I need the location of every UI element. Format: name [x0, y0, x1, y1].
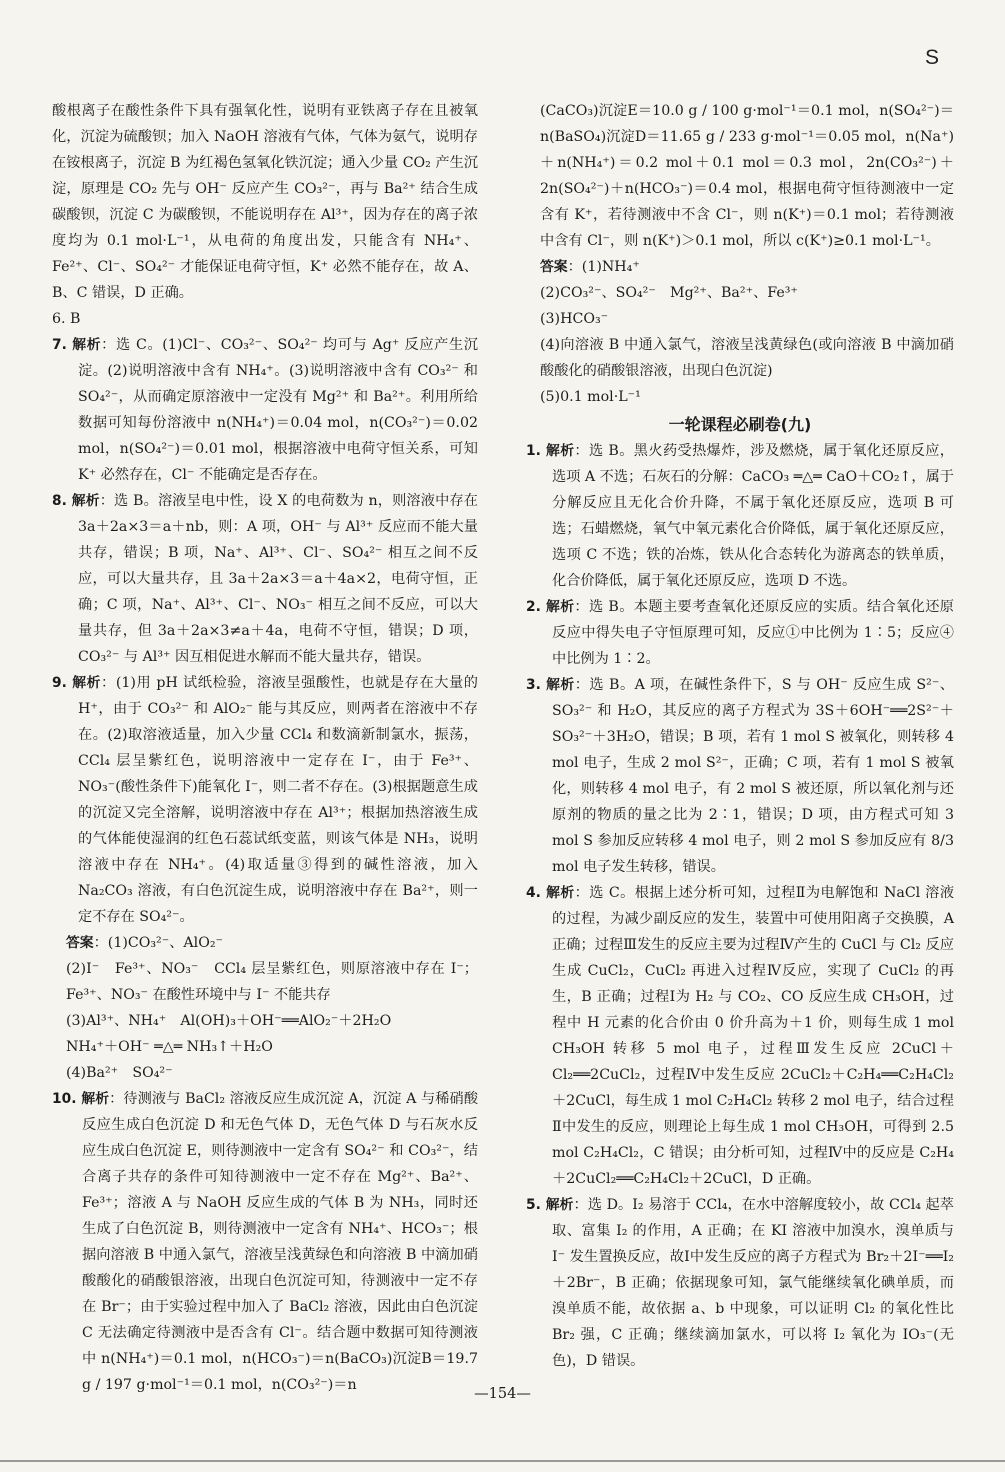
right-column — [526, 98, 954, 1374]
answer-line: (3)Al³⁺、NH₄⁺ Al(OH)₃＋OH⁻══AlO₂⁻＋2H₂O — [66, 1013, 392, 1029]
bottom-rule — [0, 1460, 1005, 1462]
answer-line: (2)I⁻ Fe³⁺、NO₃⁻ CCl₄ 层呈紫红色，则原溶液中存在 I⁻；Fe³⁺、NO₃⁻ 在酸性环境中与 I⁻ 不能共存 — [66, 961, 478, 1003]
answer-item: 4. 解析：选 C。根据上述分析可知，过程Ⅱ为电解饱和 NaCl 溶液的过程，为减少副反应的发生，装置中可使用阳离子交换膜，A 正确；过程Ⅲ发生的反应主要为过程Ⅳ产生的 CuCl 与 Cl₂ 反应生成 CuCl₂，CuCl₂ 再进入过程Ⅳ反应，实现了 CuCl₂ 的再生，B 正确；过程Ⅰ为 H₂ 与 CO₂、CO 反应生成 CH₃OH，过程中 H 元素的化合价由 0 价升高为＋1 价，则每生成 1 mol CH₃OH 转移 5 mol 电子，过程Ⅲ发生反应 2CuCl＋Cl₂══2CuCl₂，过程Ⅳ中发生反应 2CuCl₂＋C₂H₄══C₂H₄Cl₂＋2CuCl，每生成 1 mol C₂H₄Cl₂ 转移 2 mol 电子，结合过程Ⅱ中发生的反应，则理论上每生成 1 mol CH₃OH，可得到 2.5 mol C₂H₄Cl₂，C 错误；由分析可知，过程Ⅳ中的反应是 C₂H₄＋2CuCl₂══C₂H₄Cl₂＋2CuCl，D 正确。 — [526, 885, 955, 1187]
answer-item: 5. 解析：选 D。I₂ 易溶于 CCl₄，在水中溶解度较小，故 CCl₄ 起萃取、富集 I₂ 的作用，A 正确；在 KI 溶液中加溴水，溴单质与 I⁻ 发生置换反应，故Ⅰ中发生反应的离子方程式为 Br₂＋2I⁻══I₂＋2Br⁻，B 正确；依据现象可知，氯气能继续氧化碘单质，而溴单质不能，故依据 a、b 中现象，可以证明 Cl₂ 的氧化性比 Br₂ 强，C 正确；继续滴加氯水，可以将 I₂ 氧化为 IO₃⁻(无色)，D 错误。 — [526, 1197, 954, 1369]
page-number: —154— — [474, 1386, 531, 1402]
answer-line: (2)CO₃²⁻、SO₄²⁻ Mg²⁺、Ba²⁺、Fe³⁺ — [540, 285, 798, 301]
left-column — [52, 98, 478, 1398]
answer-line: (4)Ba²⁺ SO₄²⁻ — [66, 1065, 173, 1081]
answer-line: (3)HCO₃⁻ — [540, 311, 609, 327]
answer-line: (4)向溶液 B 中通入氯气，溶液呈浅黄绿色(或向溶液 B 中滴加硝酸酸化的硝酸银溶液，出现白色沉淀) — [540, 337, 954, 379]
answer-key: 答案：(1)NH₄⁺ — [540, 259, 640, 275]
answer-item: 3. 解析：选 B。A 项，在碱性条件下，S 与 OH⁻ 反应生成 S²⁻、SO₃²⁻ 和 H₂O，其反应的离子方程式为 3S＋6OH⁻══2S²⁻＋SO₃²⁻＋3H₂O，错误；B 项，若有 1 mol S 被氧化，则转移 4 mol 电子，生成 2 mol S²⁻，正确；C 项，若有 1 mol S 被氧化，则转移 4 mol 电子，有 2 mol S 被还原，所以氧化剂与还原剂的物质的量之比为 2∶1，错误；D 项，由方程式可知 3 mol S 参加反应转移 4 mol 电子，则 2 mol S 参加反应有 8/3 mol 电子发生转移，错误。 — [526, 677, 954, 875]
corner-mark: S — [924, 46, 939, 69]
paragraph: 6. B — [52, 311, 81, 327]
answer-item: 2. 解析：选 B。本题主要考查氧化还原反应的实质。结合氧化还原反应中得失电子守恒原理可知，反应①中比例为 1∶5；反应④中比例为 1∶2。 — [526, 599, 954, 667]
paragraph: (CaCO₃)沉淀E＝10.0 g / 100 g·mol⁻¹＝0.1 mol，n(SO₄²⁻)＝n(BaSO₄)沉淀D＝11.65 g / 233 g·mol⁻¹＝0.05 mol，n(Na⁺)＋n(NH₄⁺)＝0.2 mol＋0.1 mol＝0.3 mol，2n(CO₃²⁻)＋2n(SO₄²⁻)＋n(HCO₃⁻)＝0.4 mol，根据电荷守恒待测液中一定含有 K⁺，若待测液中不含 Cl⁻，则 n(K⁺)＝0.1 mol；若待测液中含有 Cl⁻，则 n(K⁺)＞0.1 mol，所以 c(K⁺)≥0.1 mol·L⁻¹。 — [540, 103, 954, 249]
answer-line: NH₄⁺＋OH⁻ ═△═ NH₃↑＋H₂O — [66, 1039, 273, 1055]
answer-item: 8. 解析：选 B。溶液呈电中性，设 X 的电荷数为 n，则溶液中存在 3a＋2a×3＝a＋nb，则：A 项，OH⁻ 与 Al³⁺ 反应而不能大量共存，错误；B 项，Na⁺、Al³⁺、Cl⁻、SO₄²⁻ 相互之间不反应，可以大量共存，且 3a＋2a×3＝a＋4a×2，电荷守恒，正确；C 项，Na⁺、Al³⁺、Cl⁻、NO₃⁻ 相互之间不反应，可以大量共存，但 3a＋2a×3≠a＋4a，电荷不守恒，错误；D 项，CO₃²⁻ 与 Al³⁺ 因互相促进水解而不能大量共存，错误。 — [52, 493, 478, 665]
section-title: 一轮课程必刷卷(九) — [668, 415, 812, 434]
answer-item: 10. 解析：待测液与 BaCl₂ 溶液反应生成沉淀 A，沉淀 A 与稀硝酸反应生成白色沉淀 D 和无色气体 D，无色气体 D 与石灰水反应生成白色沉淀 E，则待测液中一定含有 SO₄²⁻ 和 CO₃²⁻，结合离子共存的条件可知待测液中一定不存在 Mg²⁺、Ba²⁺、Fe³⁺；溶液 A 与 NaOH 反应生成的气体 B 为 NH₃，同时还生成了白色沉淀 B，则待测液中一定含有 NH₄⁺、HCO₃⁻；根据向溶液 B 中通入氯气，溶液呈浅黄绿色和向溶液 B 中滴加硝酸酸化的硝酸银溶液，出现白色沉淀可知，待测液中一定不存在 Br⁻；由于实验过程中加入了 BaCl₂ 溶液，因此由白色沉淀 C 无法确定待测液中是否含有 Cl⁻。结合题中数据可知待测液中 n(NH₄⁺)＝0.1 mol，n(HCO₃⁻)＝n(BaCO₃)沉淀B＝19.7 g / 197 g·mol⁻¹＝0.1 mol，n(CO₃²⁻)＝n — [52, 1091, 479, 1393]
answer-item: 1. 解析：选 B。黑火药受热爆炸，涉及燃烧，属于氧化还原反应，选项 A 不选；石灰石的分解：CaCO₃ ═△═ CaO＋CO₂↑，属于分解反应且无化合价升降，不属于氧化还原反应，选项 B 可选；石蜡燃烧，氧气中氧元素化合价降低，属于氧化还原反应，选项 C 不选；铁的冶炼，铁从化合态转化为游离态的铁单质，化合价降低，属于氧化还原反应，选项 D 不选。 — [526, 443, 954, 589]
paragraph: 酸根离子在酸性条件下具有强氧化性，说明有亚铁离子存在且被氧化，沉淀为硫酸钡；加入 NaOH 溶液有气体，气体为氨气，说明存在铵根离子，沉淀 B 为红褐色氢氧化铁沉淀；通入少量 CO₂ 产生沉淀，原理是 CO₂ 先与 OH⁻ 反应产生 CO₃²⁻，再与 Ba²⁺ 结合生成碳酸钡，沉淀 C 为碳酸钡，不能说明存在 Al³⁺，因为存在的离子浓度均为 0.1 mol·L⁻¹，从电荷的角度出发，只能含有 NH₄⁺、Fe²⁺、Cl⁻、SO₄²⁻ 才能保证电荷守恒，K⁺ 必然不能存在，故 A、B、C 错误，D 正确。 — [52, 103, 478, 301]
answer-key: 答案：(1)CO₃²⁻、AlO₂⁻ — [66, 935, 224, 951]
answer-item: 7. 解析：选 C。(1)Cl⁻、CO₃²⁻、SO₄²⁻ 均可与 Ag⁺ 反应产生沉淀。(2)说明溶液中含有 NH₄⁺。(3)说明溶液中含有 CO₃²⁻ 和 SO₄²⁻，从而确定原溶液中一定没有 Mg²⁺ 和 Ba²⁺。利用所给数据可知每份溶液中 n(NH₄⁺)＝0.04 mol，n(CO₃²⁻)＝0.02 mol，n(SO₄²⁻)＝0.01 mol，根据溶液中电荷守恒关系，可知 K⁺ 必然存在，Cl⁻ 不能确定是否存在。 — [52, 337, 478, 483]
answer-item: 9. 解析：(1)用 pH 试纸检验，溶液呈强酸性，也就是存在大量的 H⁺，由于 CO₃²⁻ 和 AlO₂⁻ 能与其反应，则两者在溶液中不存在。(2)取溶液适量，加入少量 CCl₄ 和数滴新制氯水，振荡，CCl₄ 层呈紫红色，说明溶液中一定存在 I⁻，由于 Fe³⁺、NO₃⁻(酸性条件下)能氧化 I⁻，则二者不存在。(3)根据题意生成的沉淀又完全溶解，说明溶液中存在 Al³⁺；根据加热溶液生成的气体能使湿润的红色石蕊试纸变蓝，则该气体是 NH₃，说明溶液中存在 NH₄⁺。(4)取适量③得到的碱性溶液，加入 Na₂CO₃ 溶液，有白色沉淀生成，说明溶液中存在 Ba²⁺，则一定不存在 SO₄²⁻。 — [52, 675, 478, 925]
answer-line: (5)0.1 mol·L⁻¹ — [540, 389, 641, 405]
